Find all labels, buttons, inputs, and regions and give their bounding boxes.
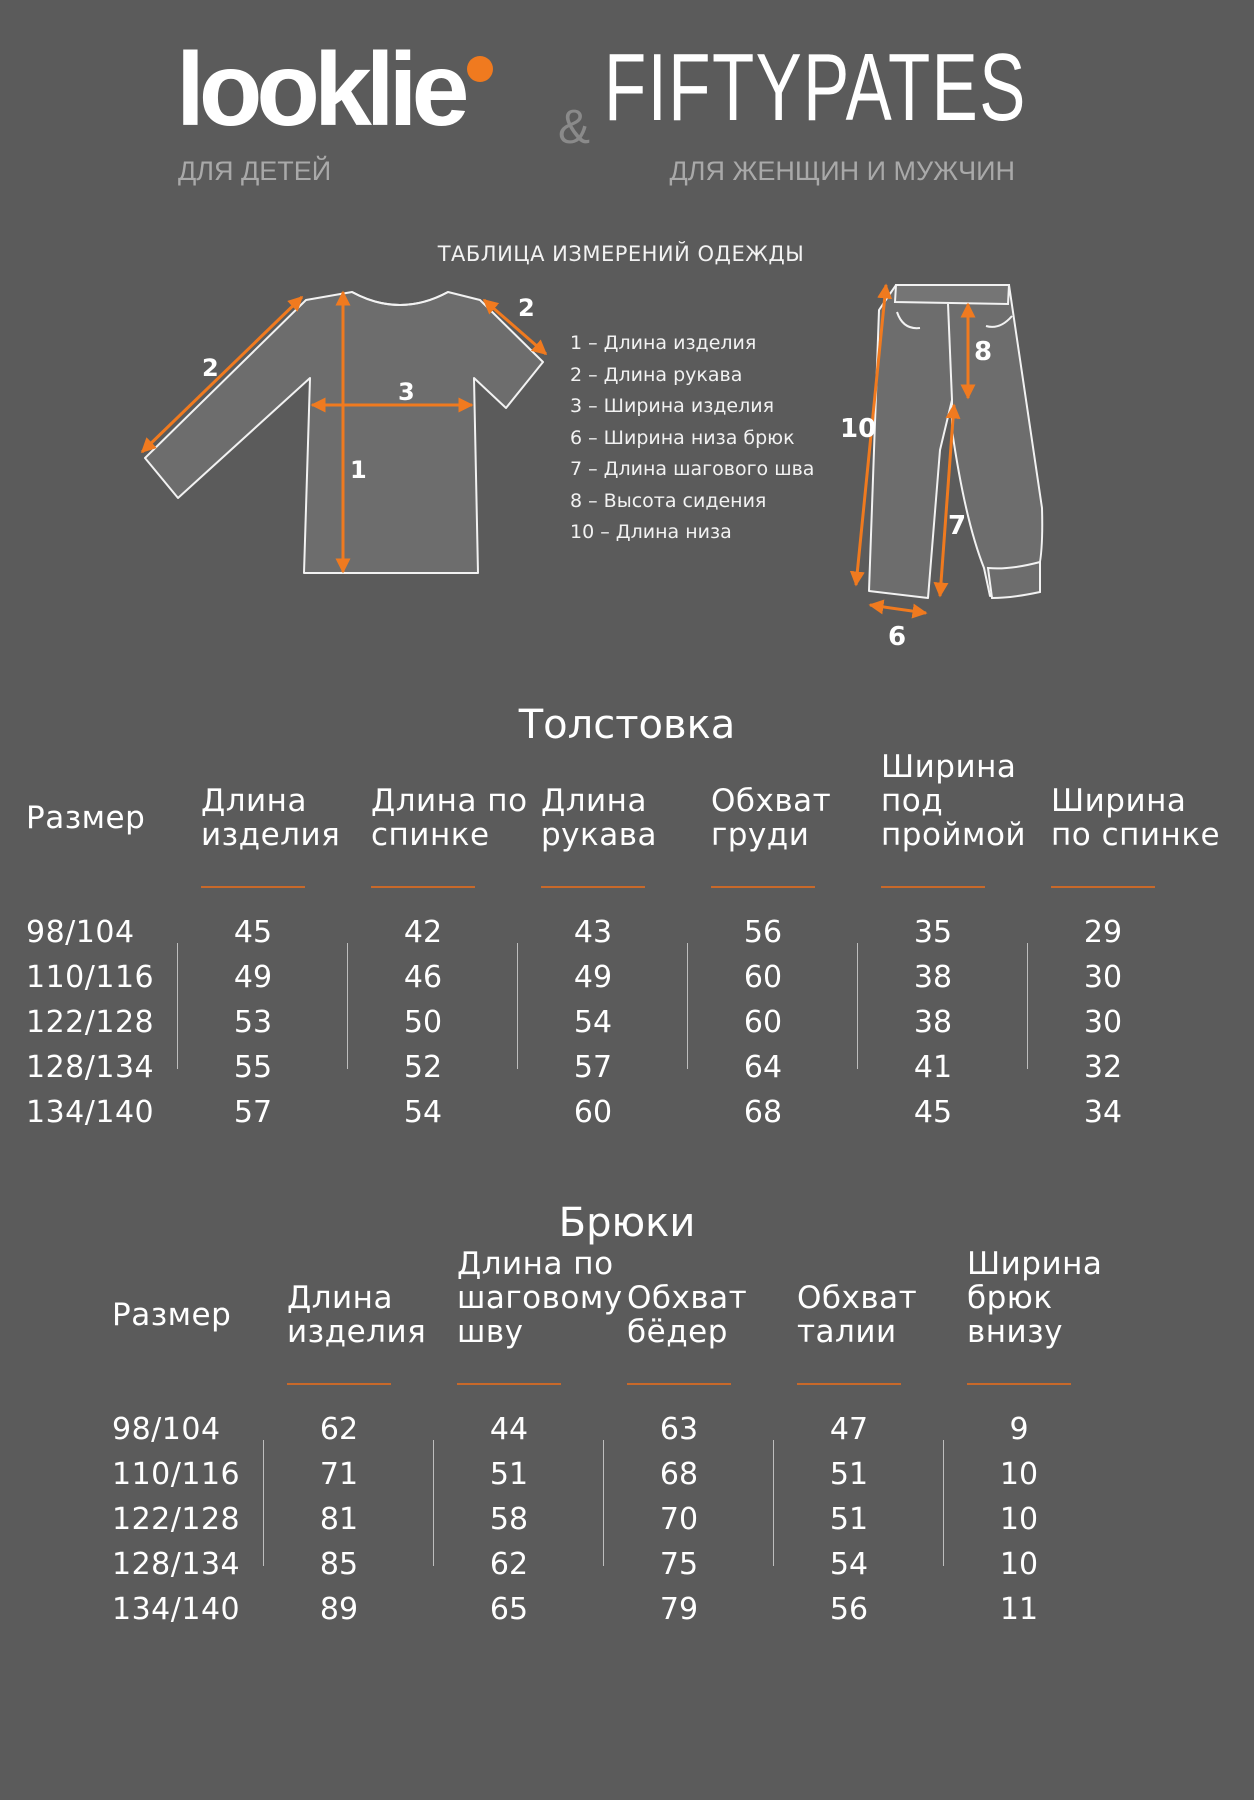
pants-hem-arrow [870,605,926,613]
size-cell: 128/134 [26,1050,155,1085]
shirt-label-1: 1 [350,456,367,484]
legend-item: 7 – Длина шагового шва [570,458,815,480]
column-header: Длина по спинке [371,783,528,853]
value-cell: 54 [829,1547,869,1582]
header-underline [201,886,305,888]
header-underline [541,886,645,888]
value-cell: 56 [743,915,783,950]
value-cell: 68 [743,1095,783,1130]
value-cell: 10 [999,1457,1039,1492]
value-cell: 53 [233,1005,273,1040]
pants-title: Брюки [558,1200,696,1246]
header-underline [457,1383,561,1385]
value-cell: 60 [743,960,783,995]
size-cell: 122/128 [112,1502,241,1537]
value-cell: 56 [829,1592,869,1627]
value-cell: 81 [319,1502,359,1537]
value-cell: 47 [829,1412,869,1447]
subtitle-kids: ДЛЯ ДЕТЕЙ [178,156,332,186]
value-cell: 45 [233,915,273,950]
column-divider [347,943,348,1069]
value-cell: 44 [489,1412,529,1447]
value-cell: 63 [659,1412,699,1447]
column-divider [263,1440,264,1566]
pants-diagram [840,285,1042,652]
value-cell: 57 [233,1095,273,1130]
header-underline [371,886,475,888]
column-header: Длина изделия [287,1280,427,1350]
measurement-legend [570,328,814,549]
pants-label-7: 7 [948,511,967,541]
size-cell: 98/104 [112,1412,221,1447]
value-cell: 51 [489,1457,529,1492]
looklie-logo: looklie [176,32,464,148]
fiftypates-logo: FIFTYPATES [604,34,1027,141]
column-header: Длина по шаговому шву [457,1246,623,1350]
column-header: Ширина по спинке [1051,783,1221,853]
value-cell: 29 [1083,915,1123,950]
header-underline [881,886,985,888]
header-size: Размер [112,1297,232,1333]
value-cell: 50 [403,1005,443,1040]
measurements-title: ТАБЛИЦА ИЗМЕРЕНИЙ ОДЕЖДЫ [437,242,805,266]
shirt-diagram [142,292,546,573]
shirt-label-2-left: 2 [202,354,219,382]
legend-item: 10 – Длина низа [570,521,732,543]
column-header: Обхват бёдер [627,1280,748,1350]
value-cell: 55 [233,1050,273,1085]
legend-item: 6 – Ширина низа брюк [570,426,795,449]
value-cell: 60 [743,1005,783,1040]
value-cell: 11 [999,1592,1039,1627]
column-header: Длина изделия [201,783,341,853]
header-underline [711,886,815,888]
shirt-label-3: 3 [398,378,415,406]
value-cell: 45 [913,1095,953,1130]
sweatshirt-title: Толстовка [518,702,736,748]
column-header: Ширина под проймой [881,749,1027,853]
value-cell: 75 [659,1547,699,1582]
value-cell: 62 [319,1412,359,1447]
header-size: Размер [26,800,146,836]
value-cell: 51 [829,1502,869,1537]
value-cell: 46 [403,960,443,995]
value-cell: 89 [319,1592,359,1627]
column-divider [1027,943,1028,1069]
pants-label-10: 10 [840,414,877,444]
column-divider [687,943,688,1069]
value-cell: 30 [1083,1005,1123,1040]
legend-item: 1 – Длина изделия [570,332,757,354]
value-cell: 49 [573,960,613,995]
header-underline [1051,886,1155,888]
size-cell: 128/134 [112,1547,241,1582]
value-cell: 43 [573,915,613,950]
legend-item: 2 – Длина рукава [570,363,743,386]
header-underline [967,1383,1071,1385]
subtitle-adults: ДЛЯ ЖЕНЩИН И МУЖЧИН [669,156,1015,186]
column-divider [773,1440,774,1566]
ampersand: & [558,101,591,154]
value-cell: 64 [743,1050,783,1085]
value-cell: 32 [1083,1050,1123,1085]
size-cell: 98/104 [26,915,135,950]
value-cell: 62 [489,1547,529,1582]
value-cell: 68 [659,1457,699,1492]
pants-label-8: 8 [974,337,993,367]
size-cell: 110/116 [112,1457,241,1492]
value-cell: 85 [319,1547,359,1582]
size-cell: 134/140 [26,1095,155,1130]
value-cell: 79 [659,1592,699,1627]
value-cell: 38 [913,960,953,995]
legend-item: 3 – Ширина изделия [570,395,775,417]
value-cell: 10 [999,1547,1039,1582]
value-cell: 38 [913,1005,953,1040]
value-cell: 52 [403,1050,443,1085]
value-cell: 35 [913,915,953,950]
column-divider [603,1440,604,1566]
value-cell: 9 [1009,1412,1029,1447]
size-cell: 110/116 [26,960,155,995]
value-cell: 30 [1083,960,1123,995]
value-cell: 34 [1083,1095,1123,1130]
size-cell: 134/140 [112,1592,241,1627]
value-cell: 10 [999,1502,1039,1537]
header-underline [287,1383,391,1385]
column-divider [943,1440,944,1566]
value-cell: 51 [829,1457,869,1492]
column-divider [177,943,178,1069]
column-divider [857,943,858,1069]
value-cell: 54 [403,1095,443,1130]
shirt-label-2-right: 2 [518,294,535,322]
value-cell: 49 [233,960,273,995]
value-cell: 58 [489,1502,529,1537]
pants-label-6: 6 [888,622,907,652]
column-header: Ширина брюк внизу [967,1246,1103,1350]
value-cell: 71 [319,1457,359,1492]
value-cell: 42 [403,915,443,950]
column-divider [433,1440,434,1566]
size-cell: 122/128 [26,1005,155,1040]
value-cell: 54 [573,1005,613,1040]
legend-item: 8 – Высота сидения [570,489,767,512]
value-cell: 65 [489,1592,529,1627]
value-cell: 41 [913,1050,953,1085]
header-underline [797,1383,901,1385]
column-header: Обхват груди [711,783,832,853]
column-header: Обхват талии [797,1280,918,1350]
value-cell: 57 [573,1050,613,1085]
column-divider [517,943,518,1069]
value-cell: 60 [573,1095,613,1130]
value-cell: 70 [659,1502,699,1537]
header-underline [627,1383,731,1385]
column-header: Длина рукава [541,783,658,853]
